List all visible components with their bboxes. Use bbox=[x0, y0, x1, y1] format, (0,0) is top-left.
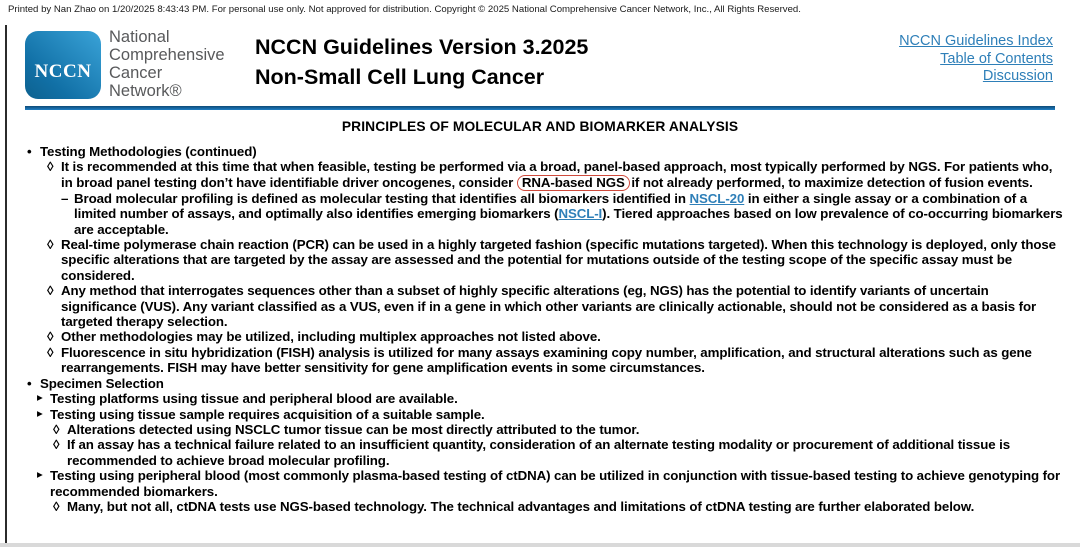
list-item-text: If an assay has a technical failure related to an insufficient quantity, consideration of an alternate testing modality or procurement of additional tissue is recommended to achieve broad molecular profiling. bbox=[67, 437, 1011, 468]
list-item-alterations-tumor-tissue bbox=[53, 422, 1066, 437]
diamond-bullet-icon: ◊ bbox=[47, 283, 54, 299]
link-nscl-i[interactable]: NSCL-I bbox=[558, 206, 603, 222]
list-item-vus bbox=[47, 283, 1066, 329]
list-item-broad-molecular-profiling bbox=[61, 191, 1066, 237]
page-bottom-edge bbox=[0, 543, 1080, 547]
diamond-bullet-icon: ◊ bbox=[47, 237, 54, 253]
list-item-peripheral-blood bbox=[37, 468, 1066, 499]
org-name-line: Network® bbox=[109, 82, 182, 100]
content-body bbox=[0, 144, 1066, 514]
org-name-line: National bbox=[109, 28, 170, 46]
list-item-text: Testing using tissue sample requires acquisition of a suitable sample. bbox=[50, 406, 485, 422]
list-item-other-methodologies bbox=[47, 329, 1066, 344]
document-title bbox=[255, 32, 588, 92]
header-divider-line bbox=[25, 106, 1055, 110]
text-segment: if not already performed, to maximize detection of fusion events. bbox=[627, 174, 1033, 190]
dash-bullet-icon: – bbox=[61, 190, 69, 206]
link-guidelines-index[interactable]: NCCN Guidelines Index bbox=[899, 33, 1053, 49]
list-item-ctdna-ngs bbox=[53, 499, 1066, 514]
list-item-testing-methodologies bbox=[27, 144, 1066, 159]
title-cancer-type-line: Non-Small Cell Lung Cancer bbox=[255, 65, 545, 89]
nccn-logo-text: NCCN bbox=[34, 61, 92, 82]
list-item-text: Specimen Selection bbox=[40, 375, 164, 391]
diamond-bullet-icon: ◊ bbox=[47, 329, 54, 345]
list-item-text: Testing platforms using tissue and peripheral blood are available. bbox=[50, 391, 458, 407]
list-item-text: Fluorescence in situ hybridization (FISH) analysis is utilized for many assays examining copy number, amplification, and structural alterations such as gene rearrangements. FISH may have better sensitivity for gene amplification events in some circumstances. bbox=[61, 344, 1032, 376]
list-item-testing-platforms bbox=[37, 391, 1066, 406]
list-item-specimen-selection bbox=[27, 376, 1066, 391]
print-notice: Printed by Nan Zhao on 1/20/2025 8:43:43 PM. For personal use only. Not approved for distribution. Copyright © 2025 National Comprehensive Cancer Network, Inc., All Rights Reserved. bbox=[8, 4, 801, 15]
diamond-bullet-icon: ◊ bbox=[53, 498, 60, 514]
list-item-text: Real-time polymerase chain reaction (PCR) can be used in a highly targeted fashion (specific mutations targeted). When this technology is deployed, only those specific alterations that are targeted by the assay are assessed and the potential for mutations outside of the testing scope of the specific assay must be considered. bbox=[61, 237, 1056, 283]
link-table-of-contents[interactable]: Table of Contents bbox=[940, 50, 1053, 67]
title-version-line: NCCN Guidelines Version 3.2025 bbox=[255, 35, 589, 59]
text-segment: It is recommended at this time that when feasible, testing be performed via a broad, panel-based approach, most typically performed by NGS. For patients who, in broad panel testing don’t have identifiable driver oncogenes, consider bbox=[61, 159, 1053, 190]
list-item-text: Testing Methodologies (continued) bbox=[40, 144, 257, 159]
list-item-pcr bbox=[47, 237, 1066, 283]
list-item-assay-technical-failure bbox=[53, 437, 1066, 468]
triangle-bullet-icon: ▸ bbox=[37, 407, 43, 420]
list-item-ngs-recommendation bbox=[47, 159, 1066, 190]
text-segment: ). Tiered approaches based on low prevalence of co-occurring biomarkers are acceptable. bbox=[74, 206, 1063, 237]
org-name-line: Comprehensive bbox=[109, 46, 225, 64]
text-segment: in either a single assay or a combination of a limited number of assays, and optimally also identifies emerging biomarkers ( bbox=[74, 190, 1027, 222]
bullet-icon: • bbox=[27, 144, 32, 159]
list-item-text: Alterations detected using NSCLC tumor tissue can be most directly attributed to the tumor. bbox=[67, 421, 640, 437]
org-name-line: Cancer bbox=[109, 64, 163, 82]
diamond-bullet-icon: ◊ bbox=[53, 437, 60, 453]
nccn-logo bbox=[25, 31, 101, 99]
page-heading: PRINCIPLES OF MOLECULAR AND BIOMARKER ANALYSIS bbox=[341, 119, 739, 134]
list-item-text: Testing using peripheral blood (most commonly plasma-based testing of ctDNA) can be utilized in conjunction with tissue-based testing to achieve genotyping for recommended biomarkers. bbox=[50, 468, 1061, 499]
text-segment: Broad molecular profiling is defined as molecular testing that identifies all biomarkers identified in bbox=[74, 190, 690, 206]
triangle-bullet-icon: ▸ bbox=[37, 469, 43, 482]
diamond-bullet-icon: ◊ bbox=[47, 344, 54, 360]
list-item-text bbox=[61, 159, 1066, 190]
org-name bbox=[109, 28, 225, 100]
diamond-bullet-icon: ◊ bbox=[53, 421, 60, 437]
list-item-text bbox=[74, 191, 1066, 237]
list-item-text: Any method that interrogates sequences other than a subset of highly specific alterations (eg, NGS) has the potential to identify variants of uncertain significance (VUS). Any variant classified as a VUS, even if in a gene in which other variants are clinically actionable, should not be considered as a basis for targeted therapy selection. bbox=[61, 283, 1037, 330]
link-nscl-20[interactable]: NSCL-20 bbox=[689, 190, 745, 206]
list-item-fish bbox=[47, 345, 1066, 376]
rna-based-ngs-highlight: RNA-based NGS bbox=[517, 175, 630, 191]
bullet-icon: • bbox=[27, 375, 32, 391]
header-nav bbox=[899, 33, 1053, 86]
list-item-text: Many, but not all, ctDNA tests use NGS-based technology. The technical advantages and limitations of ctDNA testing are further elaborated below. bbox=[67, 498, 975, 514]
list-item-text: Other methodologies may be utilized, including multiplex approaches not listed above. bbox=[61, 329, 601, 345]
triangle-bullet-icon: ▸ bbox=[37, 392, 43, 405]
diamond-bullet-icon: ◊ bbox=[47, 159, 54, 175]
link-discussion[interactable]: Discussion bbox=[982, 68, 1053, 84]
list-item-tissue-sample bbox=[37, 407, 1066, 422]
